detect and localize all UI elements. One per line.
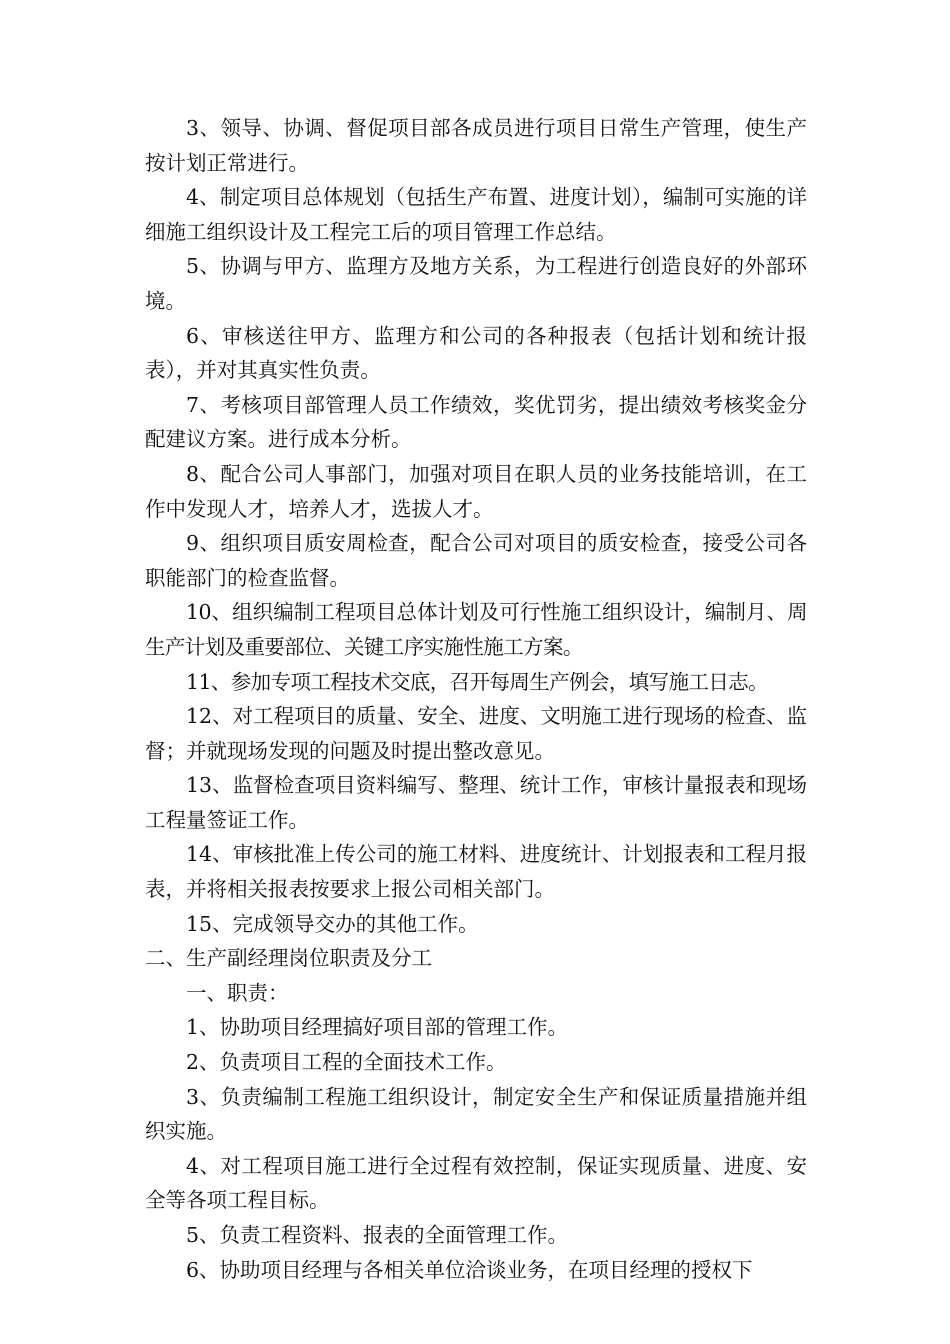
duty-item-3: 3、负责编制工程施工组织设计，制定安全生产和保证质量措施并组织实施。 [145, 1084, 807, 1144]
paragraph-item-4: 4、制定项目总体规划（包括生产布置、进度计划），编制可实施的详细施工组织设计及工程完工后的项目管理工作总结。 [145, 185, 807, 244]
paragraph-item-9: 9、组织项目质安周检查，配合公司对项目的质安检查，接受公司各职能部门的检查监督。 [145, 531, 807, 590]
paragraph-item-10: 10、组织编制工程项目总体计划及可行性施工组织设计，编制月、周生产计划及重要部位、关键工序实施性施工方案。 [145, 600, 807, 659]
paragraph-item-6: 6、审核送往甲方、监理方和公司的各种报表（包括计划和统计报表），并对其真实性负责。 [145, 323, 807, 383]
paragraph-item-3: 3、领导、协调、督促项目部各成员进行项目日常生产管理，使生产按计划正常进行。 [145, 116, 807, 175]
paragraph-item-13: 13、监督检查项目资料编写、整理、统计工作，审核计量报表和现场工程量签证工作。 [145, 773, 807, 832]
paragraph-item-8: 8、配合公司人事部门，加强对项目在职人员的业务技能培训，在工作中发现人才，培养人才，选拔人才。 [145, 461, 807, 521]
paragraph-item-15: 15、完成领导交办的其他工作。 [186, 911, 479, 936]
paragraph-item-7: 7、考核项目部管理人员工作绩效，奖优罚劣，提出绩效考核奖金分配建议方案。进行成本分析。 [145, 392, 807, 452]
paragraph-item-11: 11、参加专项工程技术交底，召开每周生产例会，填写施工日志。 [186, 669, 769, 694]
document-body [145, 111, 807, 1287]
paragraph-item-5: 5、协调与甲方、监理方及地方关系，为工程进行创造良好的外部环境。 [145, 254, 807, 313]
duty-item-5: 5、负责工程资料、报表的全面管理工作。 [186, 1223, 569, 1247]
duty-item-4: 4、对工程项目施工进行全过程有效控制，保证实现质量、进度、安全等各项工程目标。 [145, 1153, 807, 1213]
paragraph-item-14: 14、审核批准上传公司的施工材料、进度统计、计划报表和工程月报表，并将相关报表按要求上报公司相关部门。 [145, 842, 807, 902]
duty-item-2: 2、负责项目工程的全面技术工作。 [186, 1050, 507, 1075]
duty-item-1: 1、协助项目经理搞好项目部的管理工作。 [186, 1015, 569, 1040]
section-heading: 二、生产副经理岗位职责及分工 [145, 946, 432, 971]
duty-item-6: 6、协助项目经理与各相关单位洽谈业务，在项目经理的授权下 [186, 1257, 753, 1282]
paragraph-item-12: 12、对工程项目的质量、安全、进度、文明施工进行现场的检查、监督；并就现场发现的问题及时提出整改意见。 [145, 704, 807, 763]
subheading: 一、职责： [186, 980, 289, 1005]
